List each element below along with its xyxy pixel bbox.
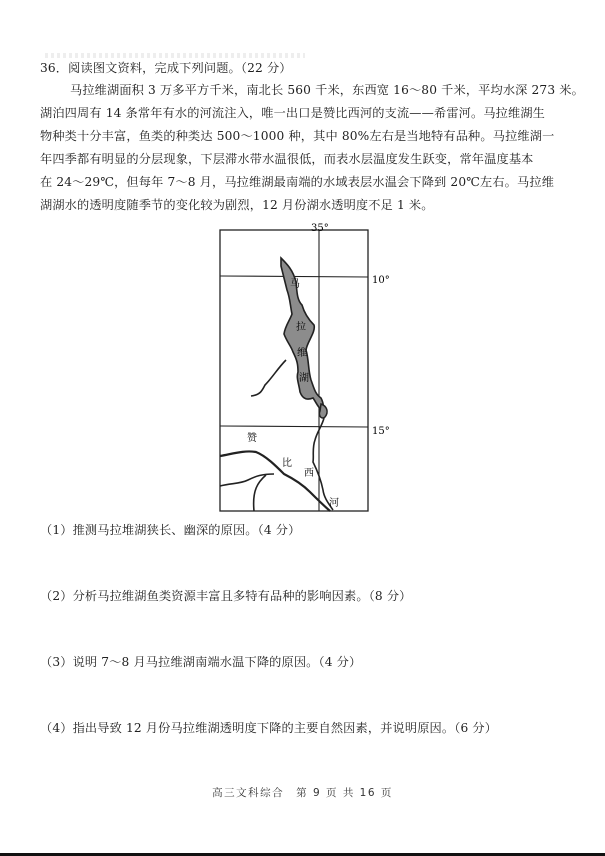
lake-malawi-shape xyxy=(281,258,323,410)
lake-label-char: 维 xyxy=(297,348,307,359)
lake-malombe-shape xyxy=(319,404,327,418)
lake-label-char: 马 xyxy=(290,279,300,290)
paragraph-line: 物种类十分丰富，鱼类的种类达 500～1000 种，其中 80%左右是当地特有品种。马拉维湖一 xyxy=(40,129,555,143)
page-footer: 高三文科综合 第 9 页 共 16 页 xyxy=(212,787,393,799)
lake-malawi-map xyxy=(205,218,405,518)
river-label-char: 西 xyxy=(304,468,314,479)
map-frame xyxy=(220,230,368,511)
paragraph-line: 在 24～29℃，但每年 7～8 月，马拉维湖最南端的水域表层水温会下降到 20℃左右。马拉维 xyxy=(40,175,555,189)
sub-question-3: （3）说明 7～8 月马拉维湖南端水温下降的原因。（4 分） xyxy=(40,655,362,669)
longitude-label: 35° xyxy=(311,223,329,234)
river-label-char: 河 xyxy=(329,498,339,509)
paragraph-line: 湖湖水的透明度随季节的变化较为剧烈，12 月份湖水透明度不足 1 米。 xyxy=(40,198,434,212)
river-label-char: 比 xyxy=(282,458,292,469)
river-label-char: 赞 xyxy=(247,433,257,444)
parallel-15 xyxy=(220,426,368,427)
tributary-south xyxy=(254,475,266,511)
shire-river xyxy=(313,418,333,510)
sub-question-2: （2）分析马拉维湖鱼类资源丰富且多特有品种的影响因素。（8 分） xyxy=(40,589,412,603)
lake-label-char: 拉 xyxy=(296,322,306,333)
paragraph-line: 年四季都有明显的分层现象，下层滞水带水温很低，而表水层温度发生跃变，常年温度基本 xyxy=(40,152,534,166)
latitude-label-10: 10° xyxy=(372,275,390,286)
latitude-label-15: 15° xyxy=(372,426,390,437)
sub-question-4: （4）指出导致 12 月份马拉维湖透明度下降的主要自然因素，并说明原因。（6 分） xyxy=(40,721,498,735)
paragraph-line: 湖泊四周有 14 条常年有水的河流注入，唯一出口是赞比西河的支流——希雷河。马拉维湖生 xyxy=(40,106,546,120)
sub-question-1: （1）推测马拉堆湖狭长、幽深的原因。（4 分） xyxy=(40,523,301,537)
question-title: 36．阅读图文资料，完成下列问题。（22 分） xyxy=(40,61,292,75)
inflow-river xyxy=(251,360,286,396)
paragraph-line: 马拉维湖面积 3 万多平方千米，南北长 560 千米，东西宽 16～80 千米，平均水深 273 米。 xyxy=(70,83,584,97)
lake-label-char: 湖 xyxy=(299,373,309,384)
faint-bleed-through-text xyxy=(45,53,305,58)
